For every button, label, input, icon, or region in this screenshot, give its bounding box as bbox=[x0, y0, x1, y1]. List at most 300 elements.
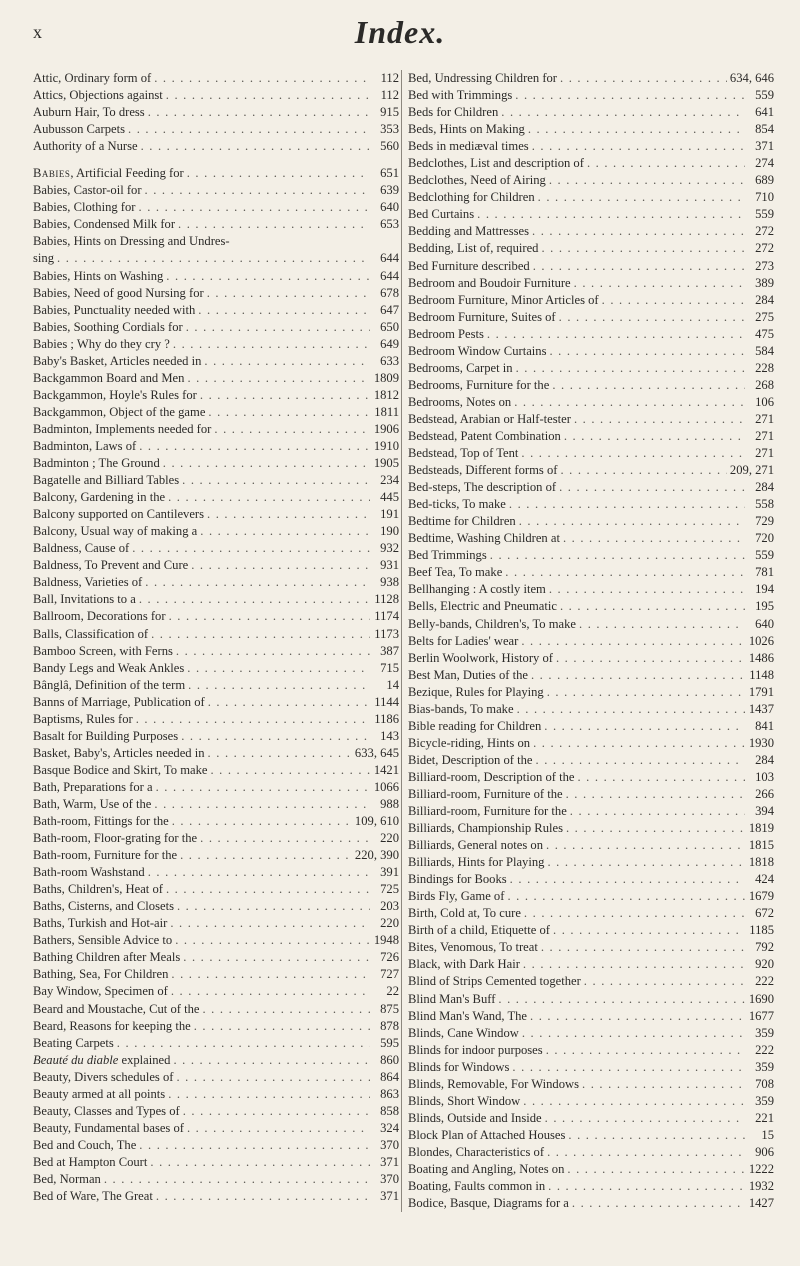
index-entry bbox=[33, 472, 399, 489]
entry-page-ref: 710 bbox=[755, 190, 774, 205]
entry-term: Beauté du diable explained bbox=[33, 1052, 171, 1067]
dot-leader bbox=[148, 864, 370, 881]
dot-leader bbox=[181, 728, 370, 745]
entry-term: Bath-room, Floor-grating for the bbox=[33, 831, 198, 846]
entry-page-ref: 1905 bbox=[373, 456, 399, 471]
index-entry bbox=[408, 206, 774, 223]
entry-term: Blinds, Outside and Inside bbox=[408, 1110, 542, 1125]
entry-term: Bedstead, Arabian or Half-tester bbox=[408, 411, 571, 426]
entry-term: Bedding, List of, required bbox=[408, 241, 539, 256]
entry-term: Billiard-room, Furniture of the bbox=[408, 786, 563, 801]
entry-page-ref: 1948 bbox=[373, 933, 399, 948]
entry-term: Blondes, Characteristics of bbox=[408, 1144, 545, 1159]
dot-leader bbox=[208, 404, 370, 421]
entry-page-ref: 559 bbox=[755, 207, 774, 222]
entry-term: Babies, Hints on Washing bbox=[33, 268, 164, 283]
entry-term: Bathing, Sea, For Children bbox=[33, 967, 169, 982]
dot-leader bbox=[166, 87, 370, 104]
entry-term: Boating, Faults common in bbox=[408, 1179, 546, 1194]
dot-leader bbox=[577, 769, 745, 786]
entry-term: Blind Man's Wand, The bbox=[408, 1008, 528, 1023]
dot-leader bbox=[572, 1195, 745, 1212]
entry-term: Balcony, Gardening in the bbox=[33, 490, 166, 505]
entry-term: Bedrooms, Notes on bbox=[408, 394, 512, 409]
entry-page-ref: 644 bbox=[380, 268, 399, 283]
index-entry bbox=[33, 233, 399, 267]
dot-leader bbox=[545, 1110, 745, 1127]
entry-term: Bed Trimmings bbox=[408, 548, 487, 563]
dot-leader bbox=[546, 1042, 745, 1059]
entry-page-ref: 266 bbox=[755, 786, 774, 801]
index-entry bbox=[33, 438, 399, 455]
index-entry bbox=[33, 745, 399, 762]
dot-leader bbox=[177, 898, 370, 915]
index-entry bbox=[33, 87, 399, 104]
entry-term: Baby's Basket, Articles needed in bbox=[33, 353, 202, 368]
entry-term: Black, with Dark Hair bbox=[408, 957, 520, 972]
entry-term: Bodice, Basque, Diagrams for a bbox=[408, 1196, 569, 1211]
entry-term: Babies, Artificial Feeding for bbox=[33, 166, 184, 181]
dot-leader bbox=[501, 104, 745, 121]
entry-page-ref: 284 bbox=[755, 292, 774, 307]
dot-leader bbox=[172, 813, 352, 830]
index-entry bbox=[33, 1154, 399, 1171]
entry-page-ref: 475 bbox=[755, 326, 774, 341]
dot-leader bbox=[136, 711, 370, 728]
entry-term: Babies ; Why do they cry ? bbox=[33, 336, 170, 351]
entry-page-ref: 841 bbox=[755, 718, 774, 733]
entry-term: Balcony supported on Cantilevers bbox=[33, 507, 205, 522]
dot-leader bbox=[183, 949, 370, 966]
entry-page-ref: 1906 bbox=[373, 421, 399, 436]
index-entry bbox=[408, 735, 774, 752]
entry-term: Bed, Norman bbox=[33, 1172, 101, 1186]
entry-page-ref: 220, 390 bbox=[354, 848, 399, 863]
dot-leader bbox=[516, 360, 745, 377]
entry-page-ref: 274 bbox=[755, 156, 774, 171]
entry-page-ref: 639 bbox=[380, 183, 399, 198]
entry-term: Babies, Clothing for bbox=[33, 200, 136, 215]
entry-page-ref: 353 bbox=[380, 122, 399, 137]
index-entry bbox=[33, 932, 399, 949]
entry-term: Beauty armed at all points bbox=[33, 1086, 166, 1101]
entry-term: Blinds for indoor purposes bbox=[408, 1042, 543, 1057]
dot-leader bbox=[176, 1069, 370, 1086]
index-entry bbox=[33, 796, 399, 813]
entry-page-ref: 633 bbox=[380, 353, 399, 368]
entry-term: Bedroom Furniture, Minor Articles of bbox=[408, 292, 599, 307]
dot-leader bbox=[156, 779, 370, 796]
dot-leader bbox=[187, 370, 370, 387]
entry-page-ref: 268 bbox=[755, 377, 774, 392]
entry-term: Bells, Electric and Pneumatic bbox=[408, 599, 557, 614]
entry-term: Birds Fly, Game of bbox=[408, 889, 505, 904]
dot-leader bbox=[522, 1025, 745, 1042]
dot-leader bbox=[487, 326, 745, 343]
index-entry bbox=[33, 1086, 399, 1103]
dot-leader bbox=[173, 1052, 370, 1069]
dot-leader bbox=[182, 472, 370, 489]
entry-page-ref: 1144 bbox=[374, 694, 399, 709]
entry-term: Backgammon, Object of the game bbox=[33, 404, 206, 419]
entry-term: Bedtime for Children bbox=[408, 514, 516, 529]
dot-leader bbox=[198, 302, 370, 319]
index-entry bbox=[33, 813, 399, 830]
entry-page-ref: 203 bbox=[380, 899, 399, 914]
entry-page-ref: 708 bbox=[755, 1076, 774, 1091]
entry-term: Bites, Venomous, To treat bbox=[408, 940, 538, 955]
dot-leader bbox=[521, 445, 745, 462]
entry-term: Attics, Objections against bbox=[33, 88, 163, 103]
entry-page-ref: 445 bbox=[380, 490, 399, 505]
index-entry bbox=[408, 922, 774, 939]
entry-term: Bidet, Description of the bbox=[408, 752, 533, 767]
entry-term: Babies, Punctuality needed with bbox=[33, 302, 196, 317]
dot-leader bbox=[170, 915, 370, 932]
entry-page-ref: 1809 bbox=[373, 370, 399, 385]
dot-leader bbox=[204, 353, 370, 370]
index-entry bbox=[408, 1093, 774, 1110]
entry-term: Bindings for Books bbox=[408, 872, 507, 887]
dot-leader bbox=[553, 922, 745, 939]
entry-page-ref: 720 bbox=[755, 531, 774, 546]
entry-page-ref: 875 bbox=[380, 1001, 399, 1016]
index-entry bbox=[408, 292, 774, 309]
entry-term: Billiard-room, Description of the bbox=[408, 769, 575, 784]
dot-leader bbox=[183, 1103, 370, 1120]
dot-leader bbox=[517, 701, 745, 718]
dot-leader bbox=[549, 172, 745, 189]
index-entry bbox=[408, 360, 774, 377]
entry-term: Badminton, Laws of bbox=[33, 438, 137, 453]
entry-page-ref: 324 bbox=[380, 1120, 399, 1135]
entry-page-ref: 1812 bbox=[373, 387, 399, 402]
dot-leader bbox=[194, 1018, 370, 1035]
entry-term: Bathing Children after Meals bbox=[33, 950, 181, 965]
index-entry bbox=[408, 138, 774, 155]
dot-leader bbox=[208, 745, 352, 762]
index-entry bbox=[33, 506, 399, 523]
entry-page-ref: 359 bbox=[755, 1093, 774, 1108]
dot-leader bbox=[587, 155, 745, 172]
entry-term: Bedroom Furniture, Suites of bbox=[408, 309, 556, 324]
index-entry bbox=[33, 711, 399, 728]
entry-term: Bed, Undressing Children for bbox=[408, 71, 558, 85]
entry-page-ref: 781 bbox=[755, 565, 774, 580]
index-entry bbox=[408, 1008, 774, 1025]
entry-page-ref: 106 bbox=[755, 394, 774, 409]
dot-leader bbox=[117, 1035, 370, 1052]
dot-leader bbox=[547, 854, 745, 871]
index-entry bbox=[408, 1110, 774, 1127]
index-entry bbox=[408, 240, 774, 257]
entry-page-ref: 391 bbox=[380, 865, 399, 880]
entry-term: Bedclothes, List and description of bbox=[408, 156, 584, 171]
index-entry bbox=[408, 598, 774, 615]
page-title: Index. bbox=[354, 14, 446, 50]
dot-leader bbox=[532, 138, 745, 155]
index-entry bbox=[408, 939, 774, 956]
dot-leader bbox=[579, 616, 745, 633]
entry-page-ref: 689 bbox=[755, 173, 774, 188]
entry-term: Bezique, Rules for Playing bbox=[408, 684, 544, 699]
dot-leader bbox=[151, 626, 370, 643]
dot-leader bbox=[498, 991, 745, 1008]
index-entry bbox=[408, 411, 774, 428]
entry-term: Beef Tea, To make bbox=[408, 565, 503, 580]
dot-leader bbox=[549, 581, 745, 598]
index-entry bbox=[33, 626, 399, 643]
entry-term: Bamboo Screen, with Ferns bbox=[33, 643, 173, 658]
entry-page-ref: 112 bbox=[380, 71, 399, 85]
dot-leader bbox=[104, 1171, 370, 1188]
index-entry bbox=[33, 779, 399, 796]
entry-page-ref: 558 bbox=[755, 497, 774, 512]
dot-leader bbox=[208, 694, 370, 711]
dot-leader bbox=[523, 1093, 745, 1110]
dot-leader bbox=[166, 881, 370, 898]
entry-page-ref: 424 bbox=[755, 872, 774, 887]
dot-leader bbox=[559, 309, 745, 326]
dot-leader bbox=[559, 479, 745, 496]
entry-page-ref: 273 bbox=[755, 258, 774, 273]
entry-page-ref: 864 bbox=[380, 1069, 399, 1084]
dot-leader bbox=[175, 932, 370, 949]
index-column-right bbox=[408, 70, 774, 1212]
entry-term: Bath, Warm, Use of the bbox=[33, 796, 152, 811]
dot-leader bbox=[602, 292, 745, 309]
index-entry bbox=[408, 121, 774, 138]
dot-leader bbox=[171, 983, 370, 1000]
entry-page-ref: 860 bbox=[380, 1052, 399, 1067]
entry-page-ref: 1930 bbox=[748, 735, 774, 750]
dot-leader bbox=[490, 547, 745, 564]
entry-term: Baths, Turkish and Hot-air bbox=[33, 916, 168, 931]
dot-leader bbox=[509, 496, 745, 513]
index-entry bbox=[33, 847, 399, 864]
index-entry bbox=[408, 1195, 774, 1212]
entry-page-ref: 633, 645 bbox=[354, 745, 399, 760]
dot-leader bbox=[188, 677, 370, 694]
index-entry bbox=[408, 309, 774, 326]
entry-page-ref: 228 bbox=[755, 360, 774, 375]
dot-leader bbox=[178, 216, 370, 233]
index-entry bbox=[33, 643, 399, 660]
entry-page-ref: 1486 bbox=[748, 650, 774, 665]
entry-page-ref: 234 bbox=[380, 473, 399, 488]
index-entry bbox=[408, 991, 774, 1008]
dot-leader bbox=[507, 888, 745, 905]
index-entry bbox=[408, 530, 774, 547]
entry-page-ref: 1437 bbox=[748, 701, 774, 716]
index-entry bbox=[33, 983, 399, 1000]
index-entry bbox=[33, 302, 399, 319]
dot-leader bbox=[505, 564, 745, 581]
entry-term: Blind of Strips Cemented together bbox=[408, 974, 581, 989]
entry-page-ref: 854 bbox=[755, 122, 774, 137]
index-entry bbox=[408, 172, 774, 189]
dot-leader bbox=[187, 660, 370, 677]
entry-page-ref: 359 bbox=[755, 1059, 774, 1074]
entry-page-ref: 109, 610 bbox=[354, 814, 399, 829]
dot-leader bbox=[207, 506, 370, 523]
index-entry bbox=[33, 70, 399, 87]
index-entry bbox=[408, 871, 774, 888]
index-entry bbox=[408, 1076, 774, 1093]
index-entry bbox=[33, 608, 399, 625]
dot-leader bbox=[548, 1178, 745, 1195]
entry-term: Bible reading for Children bbox=[408, 718, 542, 733]
dot-leader bbox=[515, 87, 745, 104]
index-entry bbox=[33, 489, 399, 506]
entry-term: Basalt for Building Purposes bbox=[33, 728, 179, 743]
entry-term: Ball, Invitations to a bbox=[33, 592, 136, 607]
entry-term: Bed-steps, The description of bbox=[408, 480, 557, 495]
dot-leader bbox=[523, 956, 745, 973]
index-entry bbox=[33, 1103, 399, 1120]
entry-page-ref: 370 bbox=[380, 1172, 399, 1186]
index-entry bbox=[408, 633, 774, 650]
dot-leader bbox=[180, 847, 352, 864]
index-entry bbox=[408, 547, 774, 564]
entry-term: Bath-room, Furniture for the bbox=[33, 848, 178, 863]
index-entry bbox=[408, 1127, 774, 1144]
dot-leader bbox=[533, 258, 745, 275]
index-entry bbox=[33, 138, 399, 155]
dot-leader bbox=[168, 1086, 370, 1103]
entry-page-ref: 1811 bbox=[374, 404, 399, 419]
dot-leader bbox=[560, 598, 745, 615]
entry-term: Beauty, Fundamental bases of bbox=[33, 1120, 184, 1135]
index-entry bbox=[408, 428, 774, 445]
index-entry bbox=[408, 394, 774, 411]
index-entry bbox=[408, 189, 774, 206]
dot-leader bbox=[524, 905, 745, 922]
index-entry bbox=[408, 326, 774, 343]
entry-page-ref: 932 bbox=[380, 541, 399, 556]
entry-page-ref: 1677 bbox=[748, 1008, 774, 1023]
entry-term: Bandy Legs and Weak Ankles bbox=[33, 660, 185, 675]
entry-page-ref: 640 bbox=[755, 616, 774, 631]
entry-page-ref: 1066 bbox=[373, 779, 399, 794]
dot-leader bbox=[163, 455, 370, 472]
dot-leader bbox=[547, 1144, 745, 1161]
entry-page-ref: 1174 bbox=[374, 609, 399, 624]
dot-leader bbox=[570, 803, 745, 820]
entry-term: Beauty, Divers schedules of bbox=[33, 1069, 174, 1084]
index-entry bbox=[408, 155, 774, 172]
entry-page-ref: 195 bbox=[755, 599, 774, 614]
dot-leader bbox=[139, 591, 370, 608]
entry-term: Bed with Trimmings bbox=[408, 88, 513, 103]
entry-term: Beds for Children bbox=[408, 105, 499, 120]
entry-term: Bânglâ, Definition of the term bbox=[33, 677, 186, 692]
dot-leader bbox=[202, 1001, 370, 1018]
entry-page-ref: 729 bbox=[755, 514, 774, 529]
dot-leader bbox=[128, 121, 370, 138]
dot-leader bbox=[566, 786, 745, 803]
dot-leader bbox=[584, 973, 745, 990]
entry-page-ref: 284 bbox=[755, 480, 774, 495]
index-entry bbox=[408, 1161, 774, 1178]
entry-page-ref: 640 bbox=[380, 200, 399, 215]
dot-leader bbox=[187, 165, 370, 182]
page-number: x bbox=[33, 22, 43, 42]
entry-term: Attic, Ordinary form of bbox=[33, 71, 152, 85]
index-entry bbox=[33, 949, 399, 966]
index-entry bbox=[33, 523, 399, 540]
dot-leader bbox=[132, 540, 370, 557]
index-entry bbox=[33, 336, 399, 353]
entry-page-ref: 271 bbox=[755, 446, 774, 461]
entry-term: Blinds for Windows bbox=[408, 1059, 510, 1074]
dot-leader bbox=[556, 650, 745, 667]
index-entry bbox=[408, 1178, 774, 1195]
entry-term: Basque Bodice and Skirt, To make bbox=[33, 762, 208, 777]
entry-term: Auburn Hair, To dress bbox=[33, 105, 145, 120]
index-entry bbox=[408, 564, 774, 581]
dot-leader bbox=[546, 837, 745, 854]
entry-page-ref: 560 bbox=[380, 139, 399, 154]
dot-leader bbox=[563, 530, 745, 547]
entry-page-ref: 103 bbox=[755, 769, 774, 784]
index-entry bbox=[33, 660, 399, 677]
entry-term: Bedclothes, Need of Airing bbox=[408, 173, 546, 188]
entry-term: Birth of a child, Etiquette of bbox=[408, 923, 550, 938]
entry-term: Beard, Reasons for keeping the bbox=[33, 1018, 191, 1033]
index-entry bbox=[408, 479, 774, 496]
entry-term: Best Man, Duties of the bbox=[408, 667, 528, 682]
entry-page-ref: 1222 bbox=[748, 1162, 774, 1176]
index-entry bbox=[408, 1059, 774, 1076]
entry-term: Berlin Woolwork, History of bbox=[408, 650, 553, 665]
dot-leader bbox=[154, 796, 370, 813]
dot-leader bbox=[207, 285, 370, 302]
index-entry bbox=[408, 1042, 774, 1059]
entry-page-ref: 863 bbox=[380, 1086, 399, 1101]
entry-page-ref: 209, 271 bbox=[729, 463, 774, 478]
dot-leader bbox=[514, 394, 745, 411]
entry-term: Babies, Need of good Nursing for bbox=[33, 285, 204, 300]
dot-leader bbox=[139, 438, 370, 455]
entry-term: Beauty, Classes and Types of bbox=[33, 1103, 180, 1118]
entry-term: Banns of Marriage, Publication of bbox=[33, 694, 205, 709]
entry-page-ref: 1421 bbox=[373, 762, 399, 777]
index-entry bbox=[33, 285, 399, 302]
index-entry bbox=[33, 540, 399, 557]
entry-term: Backgammon Board and Men bbox=[33, 370, 185, 385]
entry-term: Bedding and Mattresses bbox=[408, 224, 530, 239]
index-entry bbox=[33, 455, 399, 472]
dot-leader bbox=[541, 240, 745, 257]
index-entry bbox=[408, 888, 774, 905]
dot-leader bbox=[148, 104, 370, 121]
index-entry bbox=[408, 786, 774, 803]
dot-leader bbox=[171, 966, 370, 983]
index-entry bbox=[33, 898, 399, 915]
index-entry bbox=[408, 803, 774, 820]
dot-leader bbox=[191, 557, 370, 574]
entry-term: Billiards, Hints for Playing bbox=[408, 855, 545, 870]
index-entry bbox=[408, 445, 774, 462]
entry-term-continued: sing bbox=[33, 251, 54, 266]
index-entry bbox=[408, 973, 774, 990]
entry-page-ref: 1128 bbox=[374, 592, 399, 607]
index-entry bbox=[33, 1035, 399, 1052]
index-entry bbox=[33, 864, 399, 881]
index-entry bbox=[33, 165, 399, 182]
dot-leader bbox=[176, 643, 370, 660]
